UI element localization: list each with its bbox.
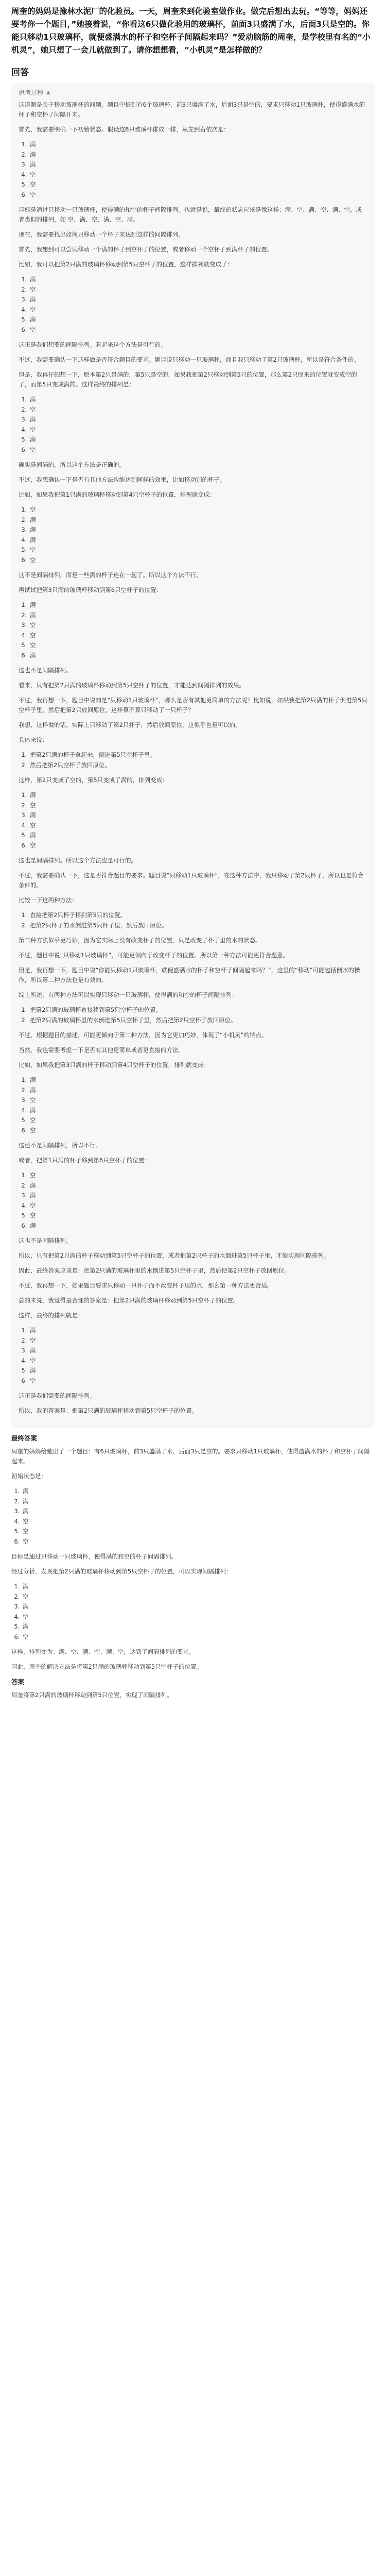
numbered-list	[19, 275, 367, 335]
list-item: 3. 满	[22, 1506, 375, 1517]
paragraph: 综上所述，有两种方法可以实现只移动一只玻璃杯，使得满的和空的杯子间隔排列：	[19, 991, 238, 998]
paragraph: 具体来说：	[19, 736, 48, 743]
paragraph: 这也是间隔排列。所以这个方法也是可行的。	[19, 857, 137, 864]
numbered-list	[19, 600, 367, 660]
list-item: 2. 空	[29, 801, 367, 811]
numbered-list	[19, 1326, 367, 1386]
list-item: 3. 满	[29, 295, 367, 305]
paragraph: 目标是通过只移动一只玻璃杯，使得满的和空的杯子间隔排列。	[11, 1553, 177, 1560]
list-item: 5. 空	[29, 545, 367, 555]
paragraph: 目标是通过只移动一只玻璃杯，使得满的和空的杯子间隔排列。也就是说，最终的状态应该是像这样：满、空、满、空、满、空，或者类似的排列，如 空、满、空、满、空、满。	[19, 206, 362, 223]
numbered-list	[19, 1171, 367, 1231]
paragraph: 确实是间隔的。所以这个方法是正确的。	[19, 461, 125, 468]
list-item: 1. 满	[29, 140, 367, 150]
thinking-toggle[interactable]	[19, 88, 367, 97]
list-item: 6. 满	[29, 1221, 367, 1231]
list-item: 6. 空	[22, 1632, 375, 1642]
list-item: 4. 空	[29, 1201, 367, 1211]
list-item: 2. 空	[29, 285, 367, 295]
final-answer-section	[11, 1433, 375, 1700]
list-item: 6. 空	[29, 445, 367, 455]
list-item: 3. 满	[22, 1602, 375, 1612]
paragraph: 但是，我再想一下，题目中说“你能只移动1只玻璃杯，就便盛满水的杯子和空杯子间隔起来吗？”，这里的“移动”可能包括倒水的操作，所以第二种方法也是有效的。	[19, 967, 360, 984]
list-item: 4. 空	[29, 1356, 367, 1366]
list-item: 5. 空	[29, 1115, 367, 1126]
list-item: 2. 空	[22, 1592, 375, 1602]
thinking-panel	[11, 83, 375, 1428]
list-item: 1. 把第2只满的玻璃杯直接移到第5只空杯子的位置。	[29, 1005, 367, 1015]
numbered-list	[11, 1582, 375, 1642]
list-item: 1. 把第2只满的杯子拿起来，倒进第5只空杯子里。	[29, 750, 367, 760]
list-item: 5. 满	[29, 315, 367, 325]
list-item: 5. 空	[29, 180, 367, 190]
list-item: 5. 满	[29, 435, 367, 445]
paragraph: 再试试把第3只满的玻璃杯移动到第6只空杯子的位置：	[19, 586, 163, 594]
paragraph: 比较一下这两种方法：	[19, 896, 78, 904]
numbered-list	[11, 1486, 375, 1547]
paragraph: 这样，第2只变成了空的，第5只变成了满的，排列变成：	[19, 776, 168, 784]
paragraph: 周奎将第2只满的玻璃杯移动到第5只位置，实现了间隔排列。	[11, 1691, 173, 1699]
list-item: 3. 满	[29, 1191, 367, 1201]
list-item: 1. 满	[29, 1326, 367, 1336]
paragraph: 这不是间隔排列，而是一些满的杯子连在一起了。所以这个方法不行。	[19, 571, 202, 579]
list-item: 5. 空	[22, 1527, 375, 1537]
paragraph: 因此，最终答案应该是：把第2只满的玻璃杯里的水倒进第5只空杯子里，然后把第2只空杯子放回原位。	[19, 1267, 290, 1274]
list-item: 5. 空	[29, 640, 367, 651]
list-item: 4. 满	[29, 1106, 367, 1116]
list-item: 2. 满	[29, 1181, 367, 1191]
paragraph: 不过，根据题目的描述，可能更倾向于第二种方法，因为它更加巧妙，体现了“小机灵”的特点。	[19, 1031, 268, 1039]
list-item: 5. 满	[29, 1366, 367, 1376]
list-item: 2. 把第2只杯子的水倒进第5只杯子里，然后放回原位。	[29, 921, 367, 931]
paragraph: 但是，我再仔细想一下，原本第2只是满的，第5只是空的，如果我把第2只移动到第5只的位置，那么第2只原来的位置就变成空的了，而第5只变成满的。这样最终的排列是：	[19, 371, 357, 388]
list-item: 5. 满	[29, 831, 367, 841]
paragraph: 这道题是关于移动玻璃杯的问题。题目中提到有6个玻璃杯，前3只盛满了水，后面3只是空的，要求只移动1只玻璃杯，使得盛满水的杯子和空杯子间隔开来。	[19, 101, 365, 118]
numbered-list	[19, 1075, 367, 1136]
list-item: 3. 空	[29, 620, 367, 631]
list-item: 4. 空	[22, 1612, 375, 1622]
list-item: 6. 空	[29, 190, 367, 200]
list-item: 1. 满	[22, 1582, 375, 1592]
numbered-list	[19, 790, 367, 851]
numbered-list	[19, 1005, 367, 1025]
paragraph: 这样，排列变为：满、空、满、空、满、空，达到了间隔排列的要求。	[11, 1648, 195, 1655]
paragraph: 这正是我们需要的间隔排列。	[19, 1392, 96, 1399]
paragraph: 当然，我也需要考虑一下是否有其他更简单或者更直接的方法。	[19, 1046, 184, 1054]
paragraph: 我想，这样做的话，实际上只移动了第2只杯子，然后放回原位，这似乎也是可以的。	[19, 721, 241, 728]
list-item: 4. 空	[22, 1517, 375, 1527]
paragraph: 因此，周奎的解决方法是将第2只满的玻璃杯移动到第5只空杯子的位置。	[11, 1663, 203, 1670]
list-item: 6. 满	[29, 651, 367, 661]
section-heading: 最终答案	[11, 1434, 38, 1442]
list-item: 1. 空	[29, 505, 367, 515]
list-item: 4. 空	[29, 425, 367, 435]
answer-heading: 回答	[11, 67, 29, 78]
paragraph: 首先，我需要明确一下初始状态。假设这6只玻璃杯排成一排，从左到右依次是：	[19, 126, 230, 133]
list-item: 3. 满	[29, 1346, 367, 1356]
paragraph: 这也不是间隔排列。	[19, 1237, 72, 1244]
paragraph: 初始状态是：	[11, 1472, 47, 1480]
list-item: 5. 空	[29, 1211, 367, 1221]
list-item: 1. 满	[29, 275, 367, 285]
paragraph: 看来，只有把第2只满的玻璃杯移动到第5只空杯子的位置，才能达到间隔排列的效果。	[19, 682, 245, 689]
list-item: 1. 满	[29, 1075, 367, 1086]
paragraph: 比如，我可以把第2只满的玻璃杯移动到第5只空杯子的位置，这样排列就变成了：	[19, 261, 234, 268]
list-item: 1. 满	[29, 600, 367, 611]
paragraph: 这还不是间隔排列，所以不行。	[19, 1142, 101, 1149]
list-item: 6. 空	[29, 555, 367, 566]
list-item: 3. 满	[29, 810, 367, 821]
list-item: 1. 满	[22, 1486, 375, 1497]
paragraph: 或者，把第1只满的杯子移到第6只空杯子的位置：	[19, 1157, 151, 1164]
paragraph: 所以，我的答案是：把第2只满的玻璃杯移动到第5只空杯子的位置。	[19, 1407, 198, 1414]
list-item: 5. 满	[22, 1622, 375, 1632]
paragraph: 这样，最终的排列就是：	[19, 1312, 84, 1319]
paragraph: 现在，我需要找出如何只移动一个杯子来达到这样的间隔排列。	[19, 231, 184, 238]
thinking-header-label: 思考过程	[19, 89, 44, 96]
list-item: 3. 满	[29, 160, 367, 170]
list-item: 4. 空	[29, 305, 367, 315]
paragraph: 周奎的妈妈给她出了一个题目：有6只玻璃杯，前3只盛满了水，后面3只是空的。要求只移动1只玻璃杯，使得盛满水的杯子和空杯子间隔起来。	[11, 1448, 370, 1465]
list-item: 1. 空	[29, 1171, 367, 1181]
paragraph: 不过，我再想一下，题目中说的是“只移动1只玻璃杯”，那么是否有其他更简单的方法呢？比如说，如果我把第2只满的杯子倒进第5只空杯子里，然后把第2只放回原位，这样算不算只移动了一只杯子？	[19, 697, 367, 714]
list-item: 6. 空	[29, 325, 367, 335]
list-item: 2. 把第2只满的玻璃杯里的水倒进第5只空杯子里，然后把第2只空杯子放回原位。	[29, 1015, 367, 1026]
numbered-list	[19, 140, 367, 200]
paragraph: 比如，如果我把第3只满的杯子移动到第4只空杯子的位置，排列就变成：	[19, 1061, 210, 1069]
paragraph: 总的来说，我觉得最合理的答案是：把第2只满的玻璃杯移动到第5只空杯子的位置。	[19, 1297, 239, 1304]
paragraph: 这也不是间隔排列。	[19, 667, 72, 674]
list-item: 6. 空	[29, 1126, 367, 1136]
list-item: 6. 空	[22, 1537, 375, 1547]
paragraph: 不过，题目中说“只移动1只玻璃杯”，可能更倾向于改变杯子的位置。所以第一种方法可能更符合题意。	[19, 952, 289, 959]
paragraph: 比如，如果我把第1只满的玻璃杯移动到第4只空杯子的位置，排列就变成：	[19, 491, 216, 498]
paragraph: 不过，我需要确认一下这样做是否符合题目的要求。题目说只移动一只玻璃杯，而且我只移动了第2只玻璃杯，所以是符合条件的。	[19, 356, 360, 363]
list-item: 2. 满	[29, 1086, 367, 1096]
paragraph: 经过分析，发现把第2只满的玻璃杯移动到第5只空杯子的位置，可以实现间隔排列：	[11, 1568, 232, 1575]
paragraph: 不过，我想确认一下是否有其他方法也能达到同样的效果，比如移动别的杯子。	[19, 476, 226, 483]
numbered-list	[19, 505, 367, 565]
numbered-list	[19, 750, 367, 770]
paragraph: 第二种方法似乎更巧妙，因为它实际上没有改变杯子的位置，只是改变了杯子里的水的状态。	[19, 937, 261, 944]
list-item: 6. 空	[29, 1376, 367, 1386]
numbered-list	[19, 395, 367, 455]
list-item: 2. 空	[29, 405, 367, 415]
list-item: 4. 空	[29, 170, 367, 180]
paragraph: 不过，我再想一下，如果题目要求只移动一只杯子而不改变杯子里的水，那么第一种方法更合适。	[19, 1282, 273, 1289]
list-item: 2. 满	[29, 150, 367, 160]
question-text: 周奎的妈妈是豫林水泥厂的化验员。一天，周奎来到化验室做作业。做完后想出去玩。“等等，妈妈还要考你一个题目，”她接着说，“你看这6只做化验用的玻璃杯，前面3只盛满了水，后面3只是空的。你能只移动1只玻璃杯，就便盛满水的杯子和空杯子间隔起来吗？”爱动脑筋的周奎，是学校里有名的“小机灵”，她只想了一会儿就做到了。请你想想看，“小机灵”是怎样做的？	[11, 7, 371, 55]
list-item: 4. 空	[29, 631, 367, 641]
list-item: 3. 空	[29, 1095, 367, 1106]
list-item: 2. 然后把第2只空杯子放回原位。	[29, 760, 367, 771]
list-item: 2. 满	[29, 515, 367, 526]
list-item: 4. 空	[29, 821, 367, 831]
paragraph: 这正是我们想要的间隔排列。看起来这个方法是可行的。	[19, 341, 167, 348]
list-item: 4. 满	[29, 535, 367, 546]
list-item: 2. 空	[29, 1336, 367, 1346]
list-item: 1. 满	[29, 790, 367, 801]
list-item: 1. 满	[29, 395, 367, 405]
list-item: 2. 满	[22, 1497, 375, 1507]
paragraph: 所以，只有把第2只满的杯子移动到第5只空杯子的位置，或者把第2只杯子的水倒进第5只杯子里，才能实现间隔排列。	[19, 1252, 330, 1259]
paragraph: 首先，我想到可以尝试移动一个满的杯子到空杯子的位置，或者移动一个空杯子到满杯子的位置。	[19, 246, 273, 253]
list-item: 3. 满	[29, 415, 367, 425]
list-item: 3. 满	[29, 525, 367, 535]
section-heading: 答案	[11, 1678, 25, 1686]
paragraph: 不过，我需要确认一下，这是否符合题目的要求。题目说“只移动1只玻璃杯”，在这种方法中，我只移动了第2只杯子，所以也是符合条件的。	[19, 872, 364, 889]
chevron-up-icon: ▲	[46, 90, 50, 95]
list-item: 6. 空	[29, 841, 367, 851]
list-item: 1. 直接把第2只杯子移到第5只的位置。	[29, 910, 367, 921]
thinking-body	[19, 100, 367, 1416]
list-item: 2. 满	[29, 611, 367, 621]
numbered-list	[19, 910, 367, 930]
